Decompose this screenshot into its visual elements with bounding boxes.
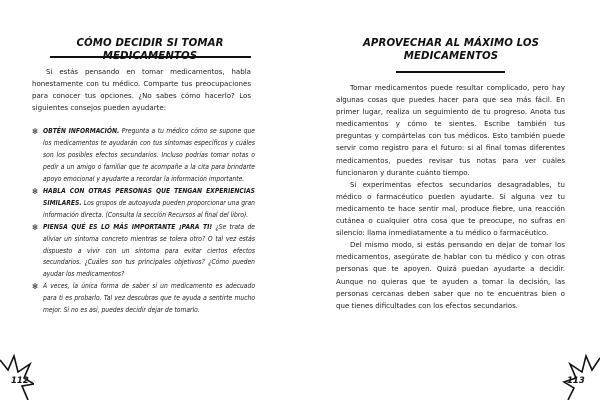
intro-paragraph: Si estás pensando en tomar medicamentos, habla honestamente con tu médico. Comparte tus preocupaciones para conocer tus opciones. ¿No sabes cómo hacerlo? Los siguientes consejos pueden ayudarte: — [32, 67, 251, 113]
asterisk-bullet-icon: ✻ — [32, 222, 39, 232]
list-item — [33, 281, 255, 317]
paragraph: Si experimentas efectos secundarios desagradables, tu médico o farmacéutico pueden ayudarte. Si alguna vez tu medicamento te hace sentir mal, produce fiebre, una reacción cutánea o cualquier otra cosa que te preocupe, no sufras en silencio: llama inmediatamente a tu médico o farmacéutico. — [336, 179, 565, 238]
bullet-text: Los grupos de autoayuda pueden proporcionar una gran información directa. (Consulta la sección Recursos al final del libro). — [43, 198, 255, 219]
right-title-underline — [396, 71, 505, 73]
page-number: 113 — [567, 376, 585, 386]
bullet-lead: HABLA CON OTRAS PERSONAS QUE TENGAN EXPERIENCIAS SIMILARES. — [43, 186, 255, 207]
right-page-title: APROVECHAR AL MÁXIMO LOS MEDICAMENTOS — [362, 38, 540, 62]
right-body — [336, 82, 565, 312]
asterisk-bullet-icon: ✻ — [32, 282, 39, 292]
asterisk-bullet-icon: ✻ — [32, 186, 39, 196]
list-item — [33, 222, 255, 282]
bullet-lead: OBTÉN INFORMACIÓN. — [43, 127, 120, 135]
paragraph: Tomar medicamentos puede resultar complicado, pero hay algunas cosas que puedes hacer para que sea más fácil. En primer lugar, realiza un seguimiento de tu progreso. Anota tus medicamentos y cómo te sientes. Escribe también tus preguntas y compártelas con tus médicos. Esto también puede servir como registro para el futuro: si al final tomas diferentes medicamentos, puedes revisar tus notas para ver cuáles funcionaron y durante cuánto tiempo. — [336, 83, 565, 177]
left-page-title: CÓMO DECIDIR SI TOMAR — [76, 38, 224, 49]
bullet-lead: PIENSA QUÉ ES LO MÁS IMPORTANTE ¡PARA TI! — [43, 222, 213, 231]
left-intro — [32, 66, 251, 114]
paragraph: Del mismo modo, si estás pensando en dejar de tomar los medicamentos, asegúrate de hablar con tu médico y con otras personas que te apoyen. Quizá puedan ayudarte a decidir. Aunque no quieras que te ayuden a tomar la decisión, las personas cercanas deben saber que no te encuentras bien o que tienes dificultades con los efectos secundarios. — [336, 240, 565, 310]
left-title-underline — [50, 56, 251, 58]
list-item — [33, 186, 255, 222]
bullet-text: A veces, la única forma de saber si un medicamento es adecuado para ti es probarlo. Tal vez descubras que te ayuda a sentirte mucho mejor. Si no es así, puedes decidir dejar de tomarlo. — [43, 282, 255, 315]
bullet-text: ¿Se trata de aliviar un síntoma concreto mientras se tolera otro? O tal vez estás dispuesto a vivir con un síntoma para evitar ciertos efectos secundarios. ¿Cuáles son tus principales objetivos? ¿Cómo pueden ayudar los medicamentos? — [43, 222, 255, 279]
asterisk-bullet-icon: ✻ — [32, 127, 39, 136]
advice-list — [33, 126, 255, 317]
list-item — [33, 126, 255, 186]
page-number: 112 — [11, 376, 29, 386]
bullet-text: Pregunta a tu médico cómo se supone que los medicamentos te ayudarán con tus síntomas específicos y cuáles son los posibles efectos secundarios. Incluso podrías tomar notas o pedir a un amigo o familiar que te acompañe a la cita para brindarte apoyo emocional y ayudarte a recordar la información importante. — [43, 127, 255, 183]
